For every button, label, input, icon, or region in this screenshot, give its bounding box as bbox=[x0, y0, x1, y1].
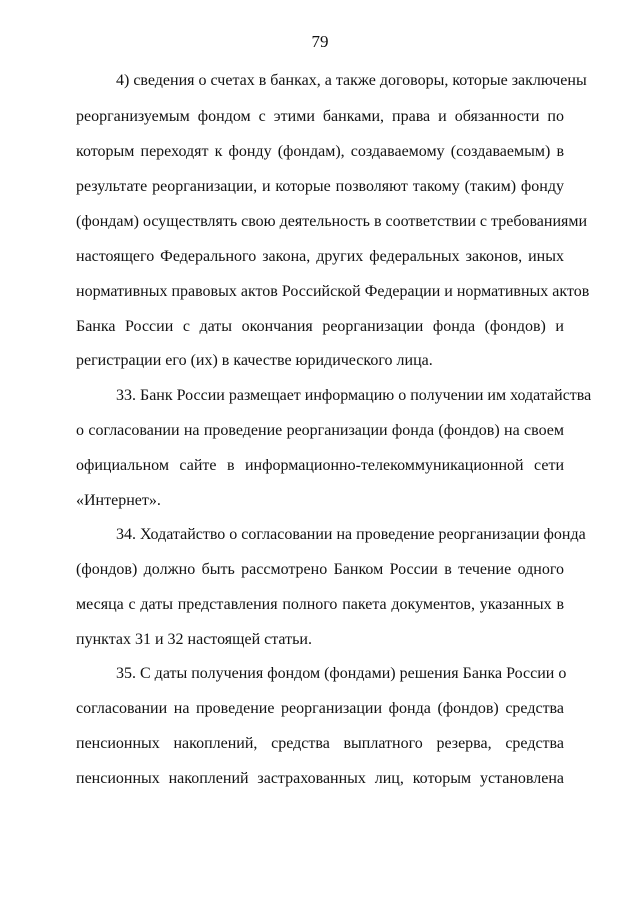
text-line: о согласовании на проведение реорганизации фонда (фондов) на своем bbox=[76, 422, 564, 439]
text-line: 4) сведения о счетах в банках, а также договоры, которые заключены bbox=[116, 72, 587, 89]
text-line: «Интернет». bbox=[76, 492, 161, 509]
text-line: (фондов) должно быть рассмотрено Банком России в течение одного bbox=[76, 561, 564, 578]
text-line: (фондам) осуществлять свою деятельность в соответствии с требованиями bbox=[76, 213, 588, 230]
text-line: пенсионных накоплений, средства выплатного резерва, средства bbox=[76, 735, 564, 752]
text-line: которым переходят к фонду (фондам), создаваемому (создаваемым) в bbox=[76, 143, 564, 160]
text-line: месяца с даты представления полного пакета документов, указанных в bbox=[76, 596, 564, 613]
text-line: официальном сайте в информационно-телекоммуникационной сети bbox=[76, 457, 564, 474]
page-number: 79 bbox=[311, 32, 329, 51]
text-line: регистрации его (их) в качестве юридического лица. bbox=[76, 352, 433, 369]
text-line: пенсионных накоплений застрахованных лиц, которым установлена bbox=[76, 770, 564, 787]
text-line: результате реорганизации, и которые позволяют такому (таким) фонду bbox=[76, 178, 564, 195]
text-line: 33. Банк России размещает информацию о получении им ходатайства bbox=[116, 387, 592, 404]
text-line: настоящего Федерального закона, других федеральных законов, иных bbox=[76, 248, 564, 265]
text-line: 35. С даты получения фондом (фондами) решения Банка России о bbox=[116, 665, 567, 682]
text-line: нормативных правовых актов Российской Федерации и нормативных актов bbox=[76, 283, 590, 300]
text-line: 34. Ходатайство о согласовании на проведение реорганизации фонда bbox=[116, 526, 586, 543]
text-line: пунктах 31 и 32 настоящей статьи. bbox=[76, 631, 312, 648]
text-line: Банка России с даты окончания реорганизации фонда (фондов) и bbox=[76, 318, 564, 335]
text-line: реорганизуемым фондом с этими банками, права и обязанности по bbox=[76, 108, 564, 125]
text-line: согласовании на проведение реорганизации фонда (фондов) средства bbox=[76, 700, 564, 717]
